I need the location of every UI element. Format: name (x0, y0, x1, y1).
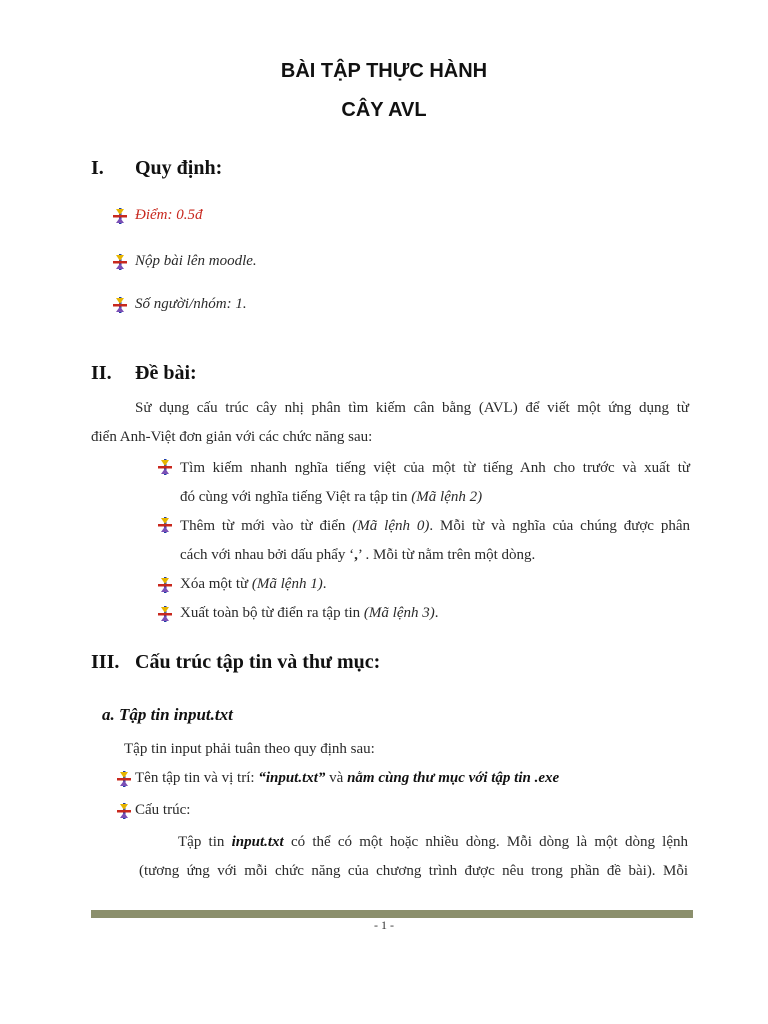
bullet-icon (117, 803, 131, 819)
section-title: Cấu trúc tập tin và thư mục: (135, 651, 381, 673)
section-title: Quy định: (135, 157, 223, 179)
bullet-icon (117, 771, 131, 787)
section-number: III. (91, 651, 120, 673)
intro-line-1: Sử dụng cấu trúc cây nhị phân tìm kiếm cân bằng (AVL) để viết một ứng dụng từ (135, 400, 689, 416)
title-line-2: CÂY AVL (341, 99, 427, 121)
section-number: II. (91, 362, 112, 384)
list-item: Thêm từ mới vào từ điển (Mã lệnh 0). Mỗi từ và nghĩa của chúng được phân cách với nhau bởi dấu phẩy ‘,’ . Mỗi từ nằm trên một dòng. (158, 512, 690, 570)
section-title: Đề bài: (135, 362, 197, 384)
title-line-1: BÀI TẬP THỰC HÀNH (280, 60, 488, 82)
section-3-heading (91, 651, 691, 677)
subsection-heading: a. Tập tin input.txt (102, 705, 233, 724)
bullet-icon (158, 459, 172, 475)
bullet-icon (113, 254, 127, 270)
bullet-icon (113, 297, 127, 313)
subsection-intro: Tập tin input phải tuân theo quy định sau: (124, 741, 375, 757)
bullet-icon (158, 517, 172, 533)
section-2-heading (91, 362, 691, 388)
page-number: - 1 - (374, 918, 394, 932)
footer-divider (91, 910, 693, 918)
section-number: I. (91, 157, 104, 179)
list-item: Tìm kiếm nhanh nghĩa tiếng việt của một từ tiếng Anh cho trước và xuất từ đó cùng với nghĩa tiếng Việt ra tập tin (Mã lệnh 2) (158, 454, 690, 512)
intro-line-2: điển Anh-Việt đơn giản với các chức năng sau: (91, 429, 373, 445)
bullet-icon (113, 208, 127, 224)
bullet-icon (158, 606, 172, 622)
structure-paragraph-line-2: (tương ứng với mỗi chức năng của chương trình được nêu trong phần đề bài). Mỗi (139, 863, 688, 879)
section-1-heading (91, 157, 691, 183)
bullet-icon (158, 577, 172, 593)
structure-paragraph-line-1: Tập tin input.txt có thể có một hoặc nhiều dòng. Mỗi dòng là một dòng lệnh (178, 834, 689, 850)
